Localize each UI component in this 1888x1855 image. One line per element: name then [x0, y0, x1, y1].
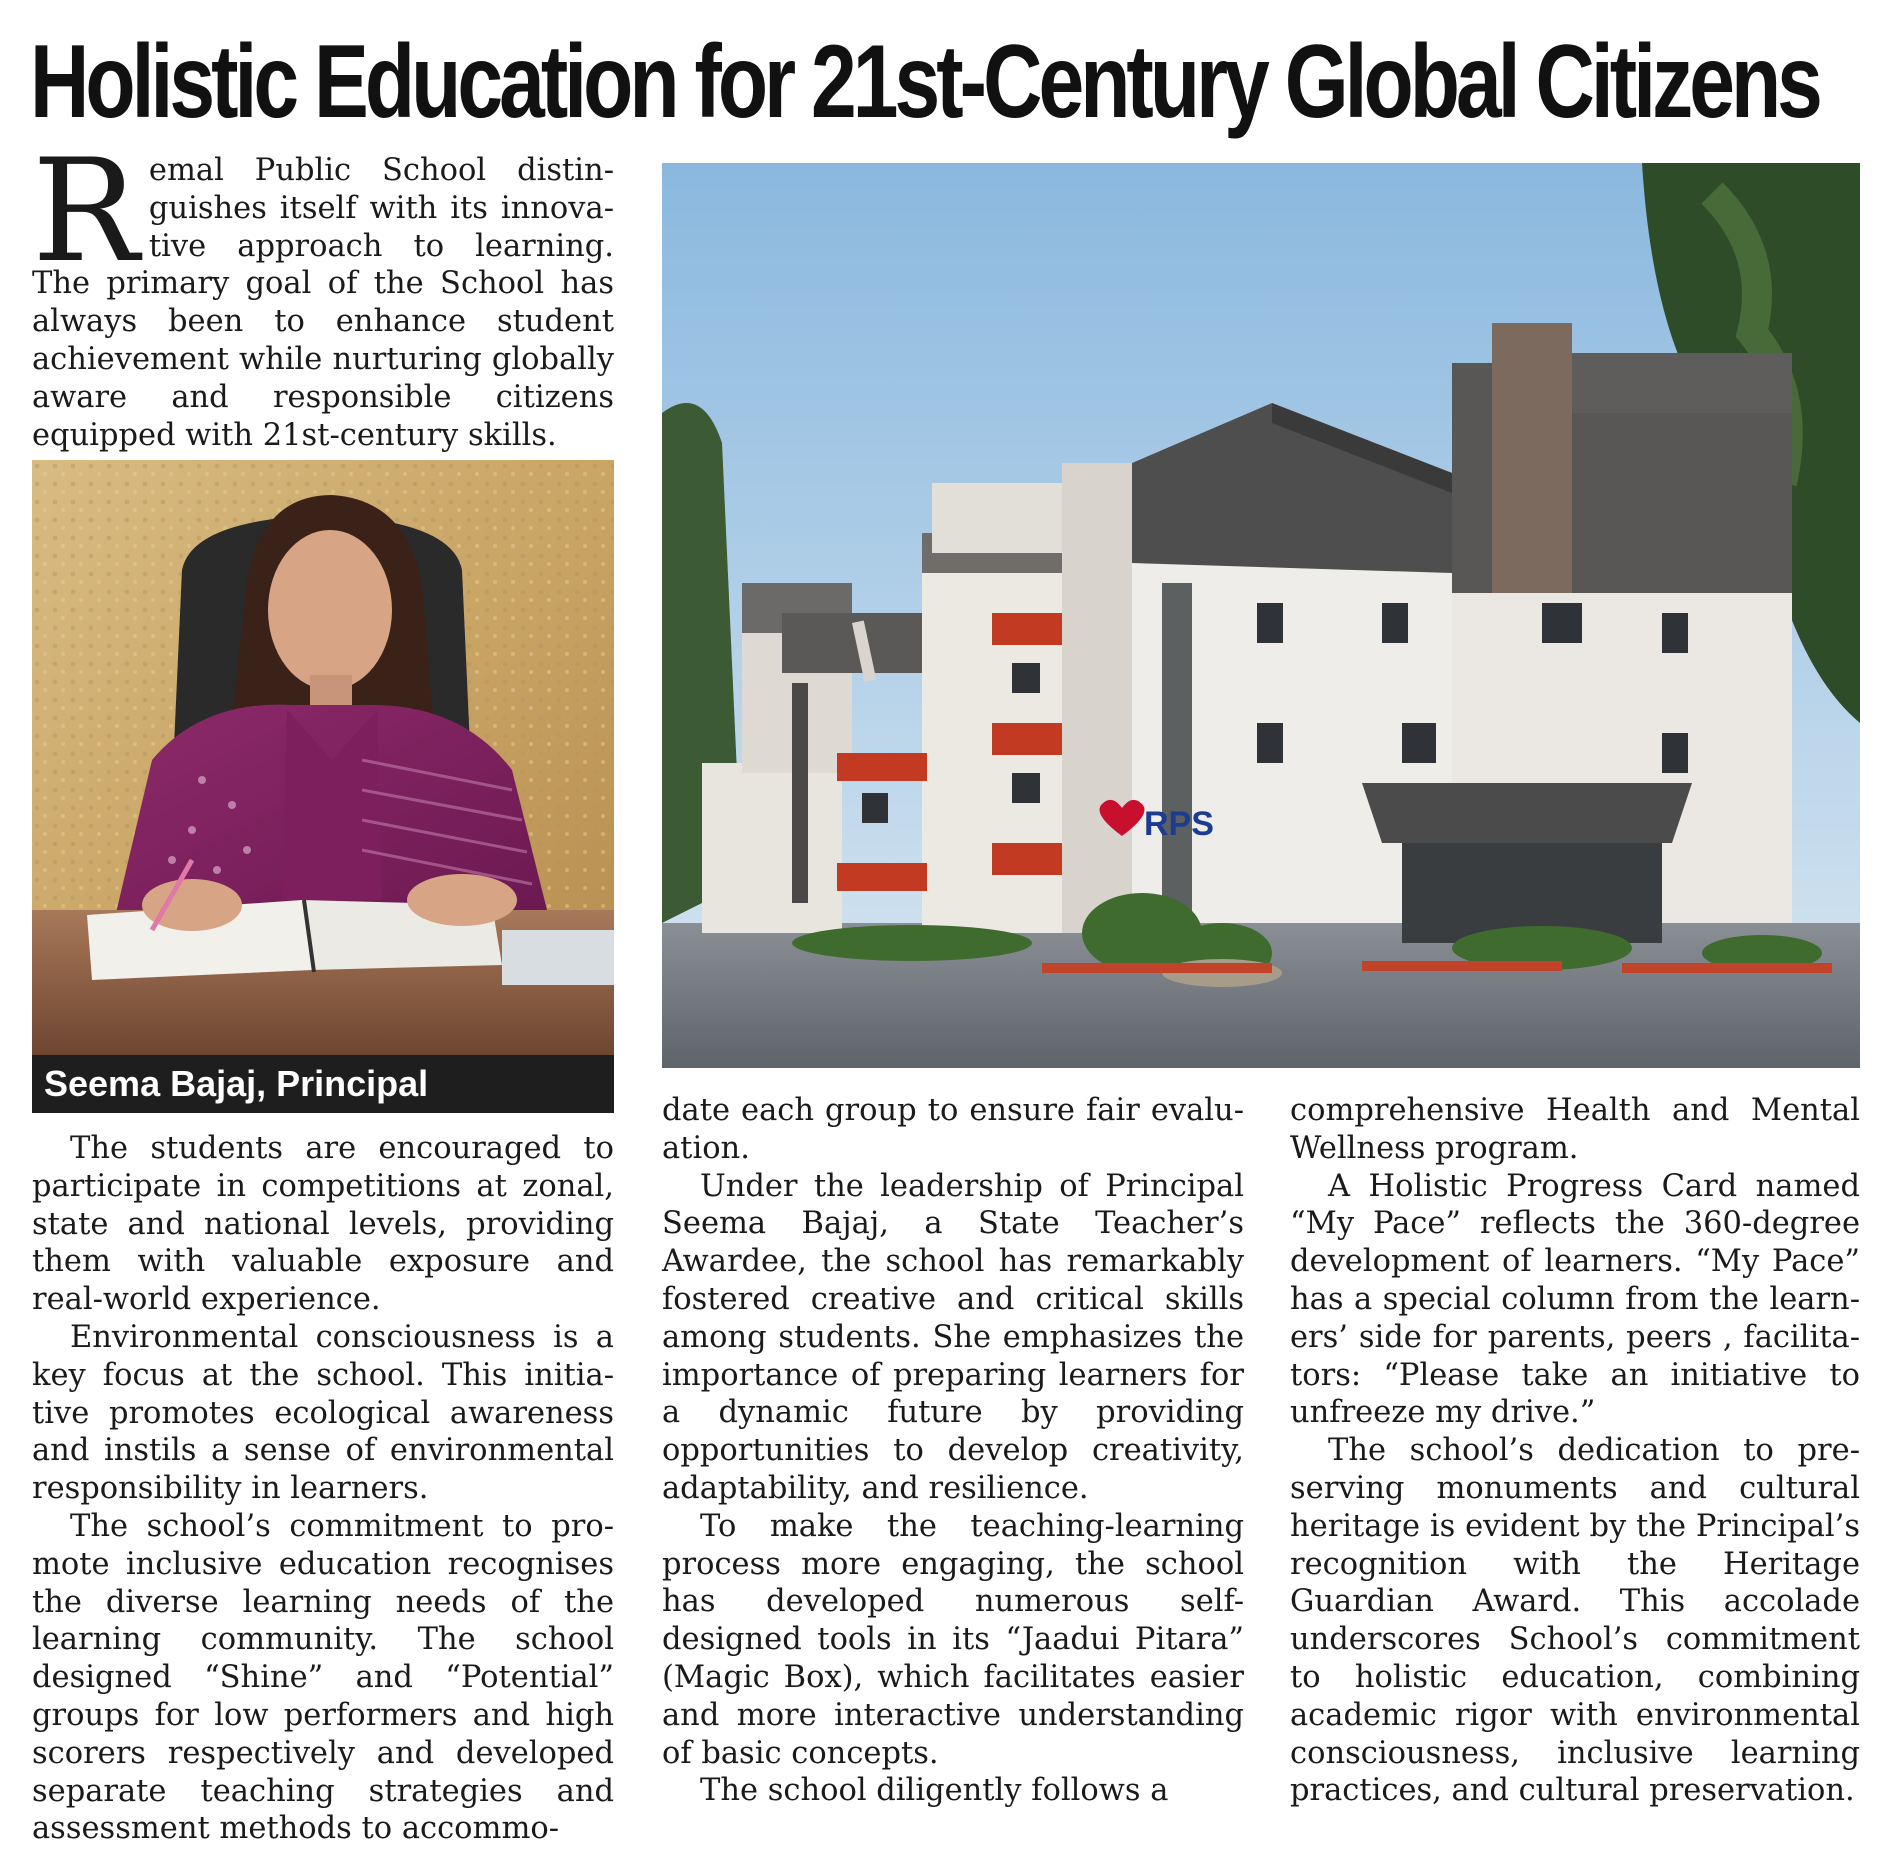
paragraph: The school’s commitment to promote inclusive education recognises the diverse learning needs of the learning community. The school designed “Shine” and “Potential” groups for low performers and high scorers respectively and developed separate teaching strategies and assessment methods to accommo-	[32, 1508, 614, 1847]
paragraph: date each group to ensure fair evaluation.	[662, 1093, 1244, 1166]
principal-photo	[32, 460, 614, 1055]
body-column-2	[662, 1092, 1244, 1810]
intro-text: emal Public School distinguishes itself with its innovative approach to learning. The primary goal of the School has always been to enhance student achievement while nurturing globally aware and responsible citizens equipped with 21st-century skills.	[32, 153, 614, 453]
headline: Holistic Education for 21st-Century Global Citizens	[30, 24, 1819, 140]
paragraph: To make the teaching-learning process more engaging, the school has developed numerous self-designed tools in its “Jaadui Pitara” (Magic Box), which facilitates easier and more interactive understanding of basic concepts.	[662, 1508, 1244, 1771]
photo-caption: Seema Bajaj, Principal	[32, 1055, 614, 1113]
paragraph: The students are encouraged to participate in competitions at zonal, state and national levels, providing them with valuable exposure and real-world experience.	[32, 1131, 614, 1318]
school-building-photo	[662, 163, 1860, 1068]
paragraph: The school’s dedication to preserving monuments and cultural heritage is evident by the Principal’s recognition with the Heritage Guardian Award. This accolade underscores School’s commitment to holistic education, combining academic rigor with environmental consciousness, inclusive learning practices, and cultural preservation.	[1290, 1433, 1860, 1809]
drop-cap: R	[32, 129, 139, 294]
intro-paragraph	[32, 129, 614, 454]
paragraph: The school diligently follows a	[700, 1773, 1169, 1809]
body-column-1	[32, 1130, 614, 1848]
paragraph: Under the leadership of Principal Seema Bajaj, a State Teacher’s Awardee, the school has remarkably fostered creative and critical skills among students. She emphasizes the importance of preparing learners for a dynamic future by providing opportunities to develop creativity, adaptability, and resilience.	[662, 1168, 1244, 1506]
paragraph: Environmental consciousness is a key focus at the school. This initiative promotes ecological awareness and instils a sense of environmental responsibility in learners.	[32, 1319, 614, 1507]
rps-sign-text: RPS	[1144, 805, 1214, 843]
paragraph: comprehensive Health and Mental Wellness program.	[1290, 1093, 1860, 1166]
body-column-3	[1290, 1092, 1860, 1810]
paragraph: A Holistic Progress Card named “My Pace” reflects the 360-degree development of learners. “My Pace” has a special column from the learners’ side for parents, peers , facilitators: “Please take an initiative to unfreeze my drive.”	[1290, 1168, 1860, 1431]
